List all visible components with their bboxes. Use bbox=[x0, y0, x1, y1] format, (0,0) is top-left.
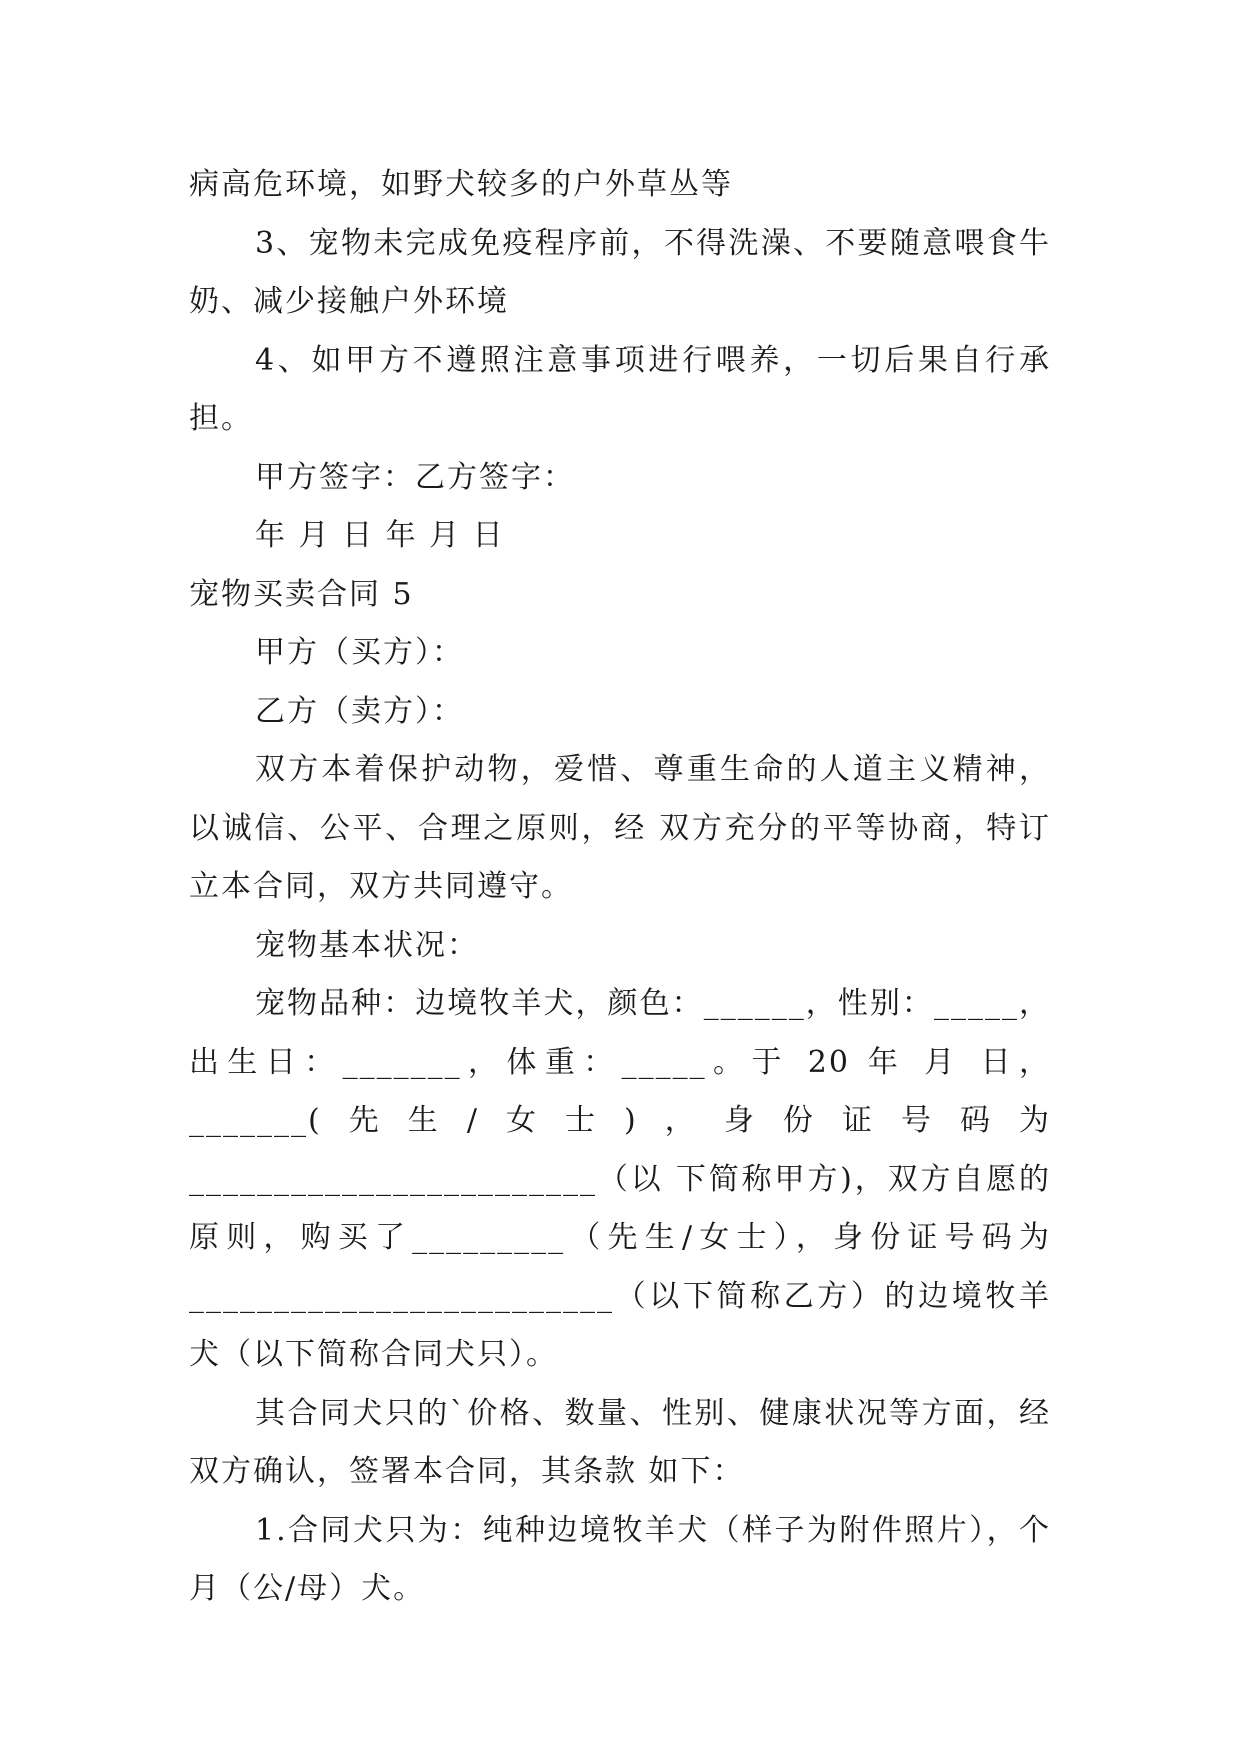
document-body bbox=[189, 156, 1051, 1619]
signature-line: 甲方签字：乙方签字： bbox=[255, 459, 575, 495]
paragraph-2: 3、宠物未完成免疫程序前，不得洗澡、不要随意喂食牛奶、减少接触户外环境 bbox=[189, 225, 1051, 319]
party-a: 甲方（买方）： bbox=[255, 635, 464, 670]
clause-1: 1.合同犬只为：纯种边境牧羊犬（样子为附件照片），个月（公/母）犬。 bbox=[189, 1512, 1051, 1606]
date-line: 年 月 日 年 月 日 bbox=[255, 518, 505, 553]
party-b: 乙方（卖方）： bbox=[255, 693, 464, 729]
section-title: 宠物买卖合同 5 bbox=[189, 576, 414, 612]
pet-details-paragraph: 宠物品种：边境牧羊犬，颜色：______，性别：_____，出生日：_______，体重：_____。于 20 年 月 日，_______(先生/女士)，身份证号码为________________________（以 下简称甲方)，双方自愿的原则，购买了_________（先生/女士），身份证号码为_________________________（以下简称乙方）的边境牧羊犬（以下简称合同犬只）。 bbox=[189, 986, 1051, 1372]
terms-intro-paragraph: 其合同犬只的`价格、数量、性别、健康状况等方面，经双方确认，签署本合同，其条款 如下： bbox=[189, 1395, 1051, 1489]
pet-status-heading: 宠物基本状况： bbox=[255, 927, 479, 963]
preamble-paragraph: 双方本着保护动物，爱惜、尊重生命的人道主义精神，以诚信、公平、合理之原则，经 双方充分的平等协商，特订立本合同，双方共同遵守。 bbox=[189, 752, 1051, 904]
paragraph-3: 4、如甲方不遵照注意事项进行喂养，一切后果自行承担。 bbox=[189, 342, 1051, 436]
paragraph-1: 病高危环境，如野犬较多的户外草丛等 bbox=[189, 167, 733, 202]
